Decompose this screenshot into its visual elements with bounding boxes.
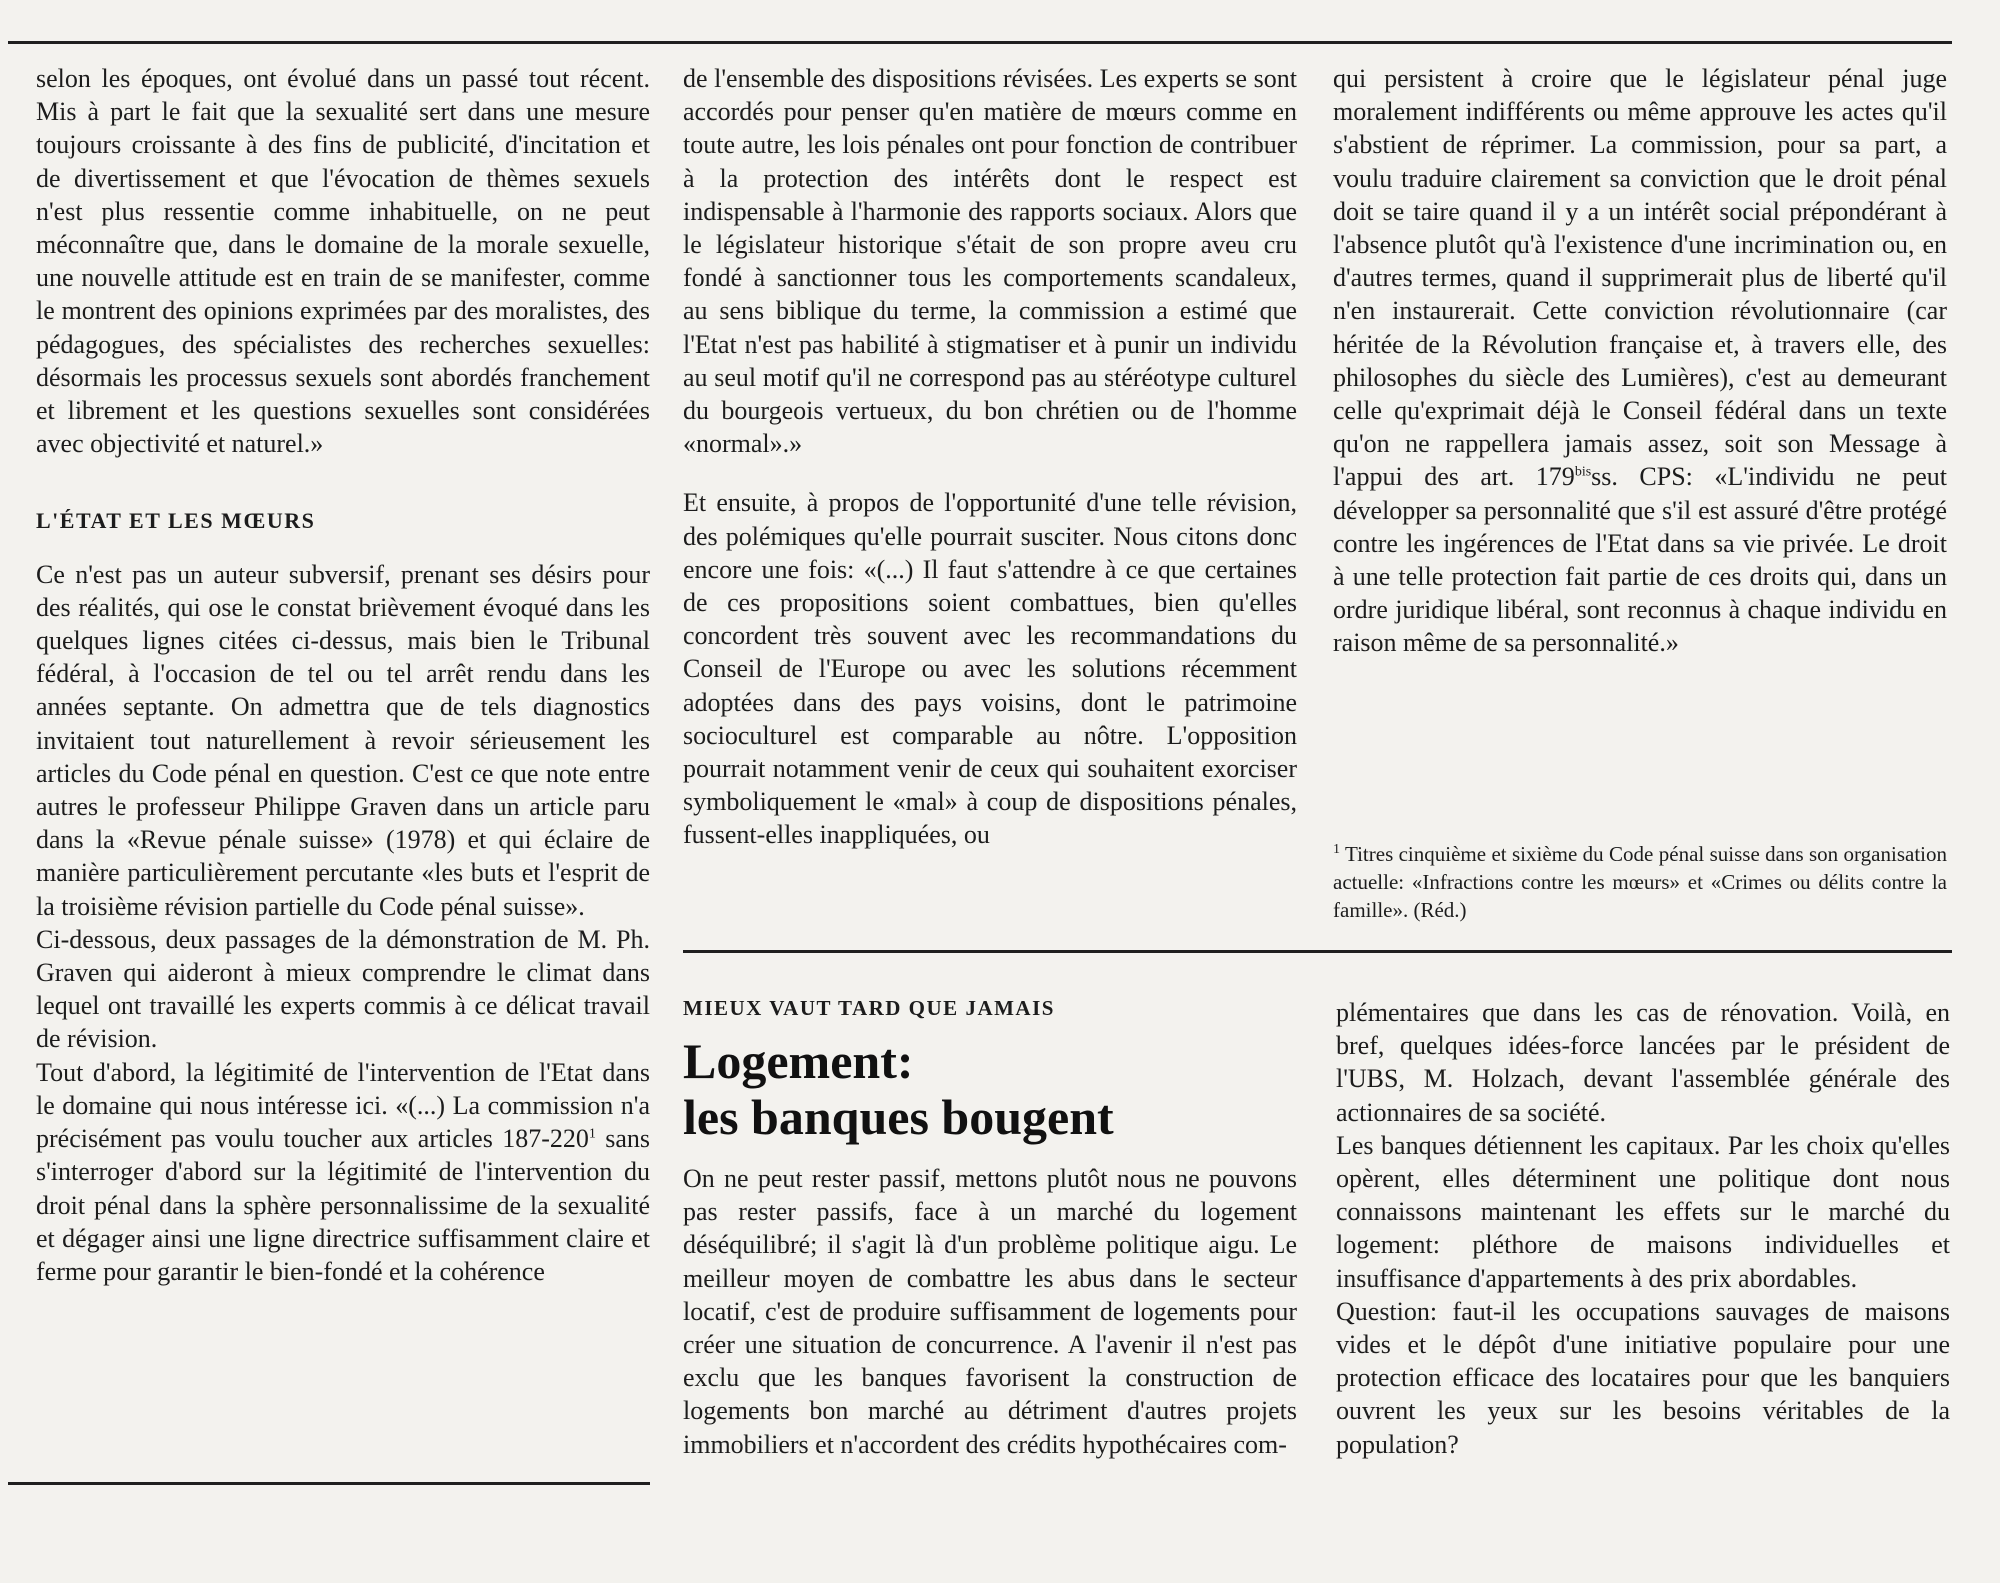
article1-paragraph: Et ensuite, à propos de l'opportunité d'une telle révision, des polémiques qu'elle pourrait susciter. Nous citons donc encore une fois: «(...) Il faut s'attendre à ce que certaines de ces propositions soient combattues, bien qu'elles concordent très souvent avec les recommandations du Conseil de l'Europe ou avec les solutions récemment adoptées dans des pays voisins, dont le patrimoine socioculturel est comparable au nôtre. L'opposition pourrait notamment venir de ceux qui souhaitent exorciser symboliquement le «mal» à coup de dispositions pénales, fussent-elles inappliquées, ou [683,488,1297,850]
article2-kicker: MIEUX VAUT TARD QUE JAMAIS [683,996,1055,1020]
article2-headline [683,1033,1303,1145]
bottom-left-rule [8,1482,650,1485]
article1-column-3 [1333,62,1947,732]
article2-paragraph: On ne peut rester passif, mettons plutôt nous ne pouvons pas rester passifs, face à un marché du logement déséquilibré; il s'agit là d'un problème politique aigu. Le meilleur moyen de combattre les abus dans le secteur locatif, c'est de produire suffisamment de logements pour créer une situation de concurrence. A l'avenir il n'est pas exclu que les banques favorisent la construction de logements bon marché au détriment d'autres projets immobiliers et n'accordent des crédits hypothécaires com- [683,1164,1297,1459]
article2-column-3 [1336,996,1950,1506]
article2-headline-line2: les banques bougent [683,1089,1114,1145]
footnote [1333,840,1947,924]
article1-paragraph: Tout d'abord, la légitimité de l'intervention de l'Etat dans le domaine qui nous intéresse ici. «(...) La commission n'a précisément pas voulu toucher aux articles $187-220^1$ sans s'interroger d'abord sur la légitimité de l'intervention du droit pénal dans la sphère personnalissime de la sexualité et dégager ainsi une ligne directrice suffisamment claire et ferme pour garantir le bien-fondé et la cohérence [36,1057,650,1286]
article1-paragraph: Ce n'est pas un auteur subversif, prenant ses désirs pour des réalités, qui ose le constat brièvement évoqué dans les quelques lignes citées ci-dessus, mais bien le Tribunal fédéral, à l'occasion de tel ou tel arrêt rendu dans les années septante. On admettra que de tels diagnostics invitaient tout naturellement à revoir sérieusement les articles du Code pénal en question. C'est ce que note entre autres le professeur Philippe Graven dans un article paru dans la «Revue pénale suisse» (1978) et qui éclaire de manière particulièrement percutante «les buts et l'esprit de la troisième révision partielle du Code pénal suisse». [36,559,650,921]
article2-headline-line1: Logement: [683,1033,914,1089]
article-divider-rule [683,950,1952,953]
article1-column-1 [36,62,650,1460]
article2-heading-block [683,996,1303,1145]
top-rule [8,41,1952,44]
article1-paragraph: qui persistent à croire que le législateur pénal juge moralement indifférents ou même approuve les actes qu'il s'abstient de réprimer. La commission, pour sa part, a voulu traduire clairement sa conviction que le droit pénal doit se taire quand il y a un intérêt social prépondérant à l'absence plutôt qu'à l'existence d'une incrimination ou, en d'autres termes, quand il supprimerait plus de liberté qu'il n'en instaurerait. Cette conviction révolutionnaire (car héritée de la Révolution française et, à travers elle, des philosophes du siècle des Lumières), c'est au demeurant celle qu'exprimait déjà le Conseil fédéral dans un texte qu'on ne rappellera jamais assez, soit son Message à l'appui des art. $179^{bis}ss$. CPS: «L'individu ne peut développer sa personnalité que s'il est assuré d'être protégé contre les ingérences de l'Etat dans sa vie privée. Le droit à une telle protection fait partie de ces droits qui, dans un ordre juridique libéral, sont reconnus à chaque individu en raison même de sa personnalité.» [1333,64,1947,658]
article1-intro-paragraph: selon les époques, ont évolué dans un passé tout récent. Mis à part le fait que la sexualité sert dans une mesure toujours croissante à des fins de publicité, d'incitation et de divertissement et que l'évocation de thèmes sexuels n'est plus ressentie comme inhabituelle, on ne peut méconnaître que, dans le domaine de la morale sexuelle, une nouvelle attitude est en train de se manifester, comme le montrent des opinions exprimées par des moralistes, des pédagogues, des spécialistes des recherches sexuelles: désormais les processus sexuels sont abordés franchement et librement et les questions sexuelles sont considérées avec objectivité et naturel.» [36,64,650,459]
article2-paragraph: plémentaires que dans les cas de rénovation. Voilà, en bref, quelques idées-force lancées par le président de l'UBS, M. Holzach, devant l'assemblée générale des actionnaires de sa société. [1336,998,1950,1127]
article1-column-2 [683,62,1297,932]
article1-paragraph: Ci-dessous, deux passages de la démonstration de M. Ph. Graven qui aideront à mieux comprendre le climat dans lequel ont travaillé les experts commis à ce délicat travail de révision. [36,924,650,1054]
article1-subheading: L'ÉTAT ET LES MŒURS [36,508,316,534]
footnote-text: Titres cinquième et sixième du Code pénal suisse dans son organisation actuelle: «Infractions contre les mœurs» et «Crimes ou délits contre la famille». (Réd.) [1333,842,1947,922]
article2-column-2 [683,1162,1297,1502]
article1-paragraph: de l'ensemble des dispositions révisées. Les experts se sont accordés pour penser qu'en matière de mœurs comme en toute autre, les lois pénales ont pour fonction de contribuer à la protection des intérêts dont le respect est indispensable à l'harmonie des rapports sociaux. Alors que le législateur historique s'était de son propre aveu cru fondé à sanctionner tous les comportements scandaleux, au sens biblique du terme, la commission a estimé que l'Etat n'est pas habilité à stigmatiser et à punir un individu au seul motif qu'il ne correspond pas au stéréotype culturel du bourgeois vertueux, du bon chrétien ou de l'homme «normal».» [683,64,1297,459]
article2-paragraph: Les banques détiennent les capitaux. Par les choix qu'elles opèrent, elles déterminent une politique dont nous connaissons maintenant les effets sur le marché du logement: pléthore de maisons individuelles et insuffisance d'appartements à des prix abordables. [1336,1130,1950,1293]
footnote-number: 1 [1333,842,1340,857]
footnote-reference: 1 [588,1126,596,1142]
superscript-bis: bis [1574,464,1592,480]
article2-paragraph: Question: faut-il les occupations sauvages de maisons vides et le dépôt d'une initiative populaire pour une protection efficace des locataires pour que les banquiers ouvrent les yeux sur les besoins véritables de la population? [1336,1296,1950,1459]
